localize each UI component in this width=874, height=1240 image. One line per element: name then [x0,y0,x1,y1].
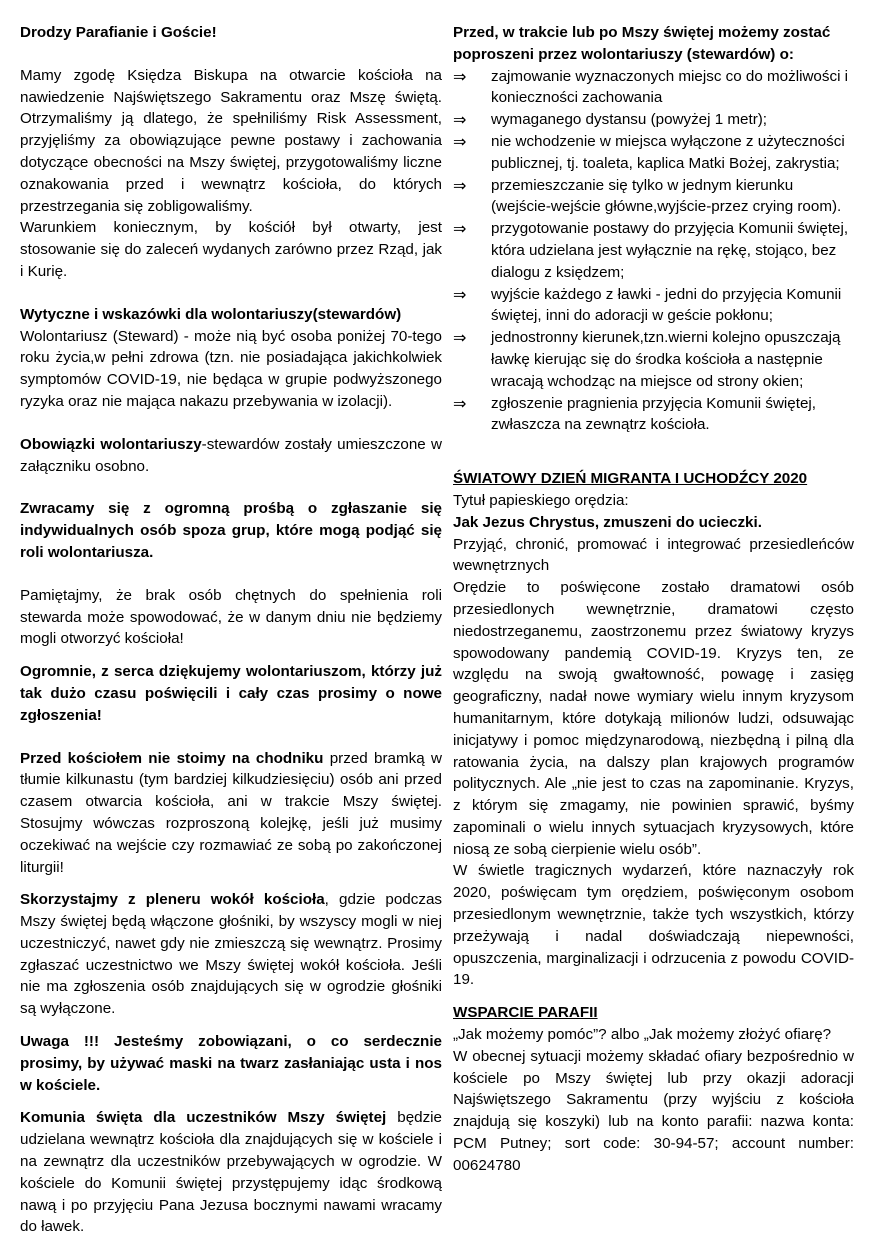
list-item-text: przygotowanie postawy do przyjęcia Komunii świętej, która udzielana jest wyłącznie na rękę, stojąco, bez dialogu z księdzem; [491,220,849,281]
arrow-icon: ⇒ [453,219,467,239]
message-label: Tytuł papieskiego orędzia: [453,491,629,509]
outdoor-rest: , gdzie podczas Mszy świętej będą włączone głośniki, by wszyscy mogli w niej uczestniczyć, nawet gdy nie zmieszczą się wewnątrz. Prosimy zgłaszać uczestnictwo we Mszy świętej wokół kościoła. Jeśli nie ma zgłoszenia osób znajdujących się w ogrodzie głośniki są wyłączone. [20,891,442,1018]
message-subtitle: Przyjąć, chronić, promować i integrować przesiedleńców wewnętrznych [453,535,854,575]
message-title: Jak Jezus Chrystus, zmuszeni do ucieczki. [453,513,762,531]
stewards-heading: Przed, w trakcie lub po Mszy świętej możemy zostać poproszeni przez wolontariuszy (stewardów) o: [453,24,831,63]
outdoor-bold: Skorzystajmy z pleneru wokół kościoła [20,891,325,909]
arrow-icon: ⇒ [453,328,467,348]
duties-bold: Obowiązki wolontariuszy [20,435,202,453]
list-item-text: jednostronny kierunek,tzn.wierni kolejno opuszczają ławkę kierując się do środka kościoła a następnie wracają wchodząc na miejsce od strony okien; [491,329,841,390]
list-item [453,393,854,437]
list-item-text: nie wchodzenie w miejsca wyłączone z użyteczności publicznej, tj. toaleta, kaplica Matki Bożej, zakrystia; [491,132,845,172]
list-item-text: przemieszczanie się tylko w jednym kierunku (wejście-wejście główne,wyjście-przez crying room). [491,176,842,216]
guidelines-paragraph: Wolontariusz (Steward) - może nią być osoba poniżej 70-tego roku życia,w pełni zdrowa (tzn. nie posiadająca jakichkolwiek symptomów COVID-19, nie będąca w grupie podwyższonego ryzyka oraz nie mająca nakazu przebywania w izolacji). [20,327,442,410]
duties-paragraph [20,434,442,478]
remember-paragraph: Pamiętajmy, że brak osób chętnych do spełnienia roli stewarda może spowodować, że w danym dniu nie będziemy mogli otworzyć kościoła! [20,586,442,648]
thanks-paragraph: Ogromnie, z serca dziękujemy wolontariuszom, którzy już tak dużo czasu poświęcili i cały czas prosimy o nowe zgłoszenia! [20,663,442,724]
list-item-text: wyjście każdego z ławki - jedni do przyjęcia Komunii świętej, inni do adoracji w geście pokłonu; [491,285,842,325]
list-item [453,175,854,219]
communion-bold: Komunia święta dla uczestników Mszy świętej [20,1109,387,1127]
duties-rest: -stewardów zostały umieszczone w załączniku osobno. [20,435,442,475]
support-question: „Jak możemy pomóc”? albo „Jak możemy złożyć ofiarę? [453,1026,832,1044]
arrow-icon: ⇒ [453,393,467,413]
arrow-icon: ⇒ [453,175,467,195]
arrow-icon: ⇒ [453,110,467,130]
list-item [453,109,854,131]
list-item [453,218,854,283]
right-column [453,22,854,1177]
list-item-text: wymaganego dystansu (powyżej 1 metr); [491,111,768,129]
sidewalk-bold: Przed kościołem nie stoimy na chodniku [20,749,324,767]
arrow-icon: ⇒ [453,284,467,304]
communion-rest: będzie udzielana wewnątrz kościoła dla znajdujących się w kościele i na zewnątrz dla uczestników przebywających w ogrodzie. W kościele do Komunii świętej przystępujemy idąc środkową nawą i po przyjęciu Pana Jezusa bocznymi nawami wracamy do ławek. [20,1109,443,1236]
intro-paragraph: Mamy zgodę Księdza Biskupa na otwarcie kościoła na nawiedzenie Najświętszego Sakramentu oraz Mszę świętą. Otrzymaliśmy ją dlatego, że spełniliśmy Risk Assessment, przyjęliśmy za obowiązujące pewne postawy i zachowania dotyczące obecności na Mszy świętej, przygotowaliśmy liczne oznakowania przed i wewnątrz kościoła, do których przestrzegania się zobligowaliśmy. [20,66,442,215]
list-item [453,66,854,110]
list-item-text: zgłoszenie pragnienia przyjęcia Komunii świętej, zwłaszcza na zewnątrz kościoła. [491,394,817,434]
arrow-icon: ⇒ [453,66,467,86]
arrow-icon: ⇒ [453,131,467,151]
sidewalk-paragraph [20,748,442,879]
support-paragraph: W obecnej sytuacji możemy składać ofiary bezpośrednio w kościele po Mszy świętej lub przy okazji adoracji Najświętszego Sakramentu (przy wyjściu z kościoła znajdują się koszyki) lub na konto parafii: nazwa konta: PCM Putney; sort code: 30-94-57; account number: 00624780 [453,1047,854,1174]
masks-paragraph: Uwaga !!! Jesteśmy zobowiązani, o co serdecznie prosimy, by używać maski na twarz zasłaniając usta i nos w kościele. [20,1033,442,1094]
list-item [453,131,854,175]
parish-support-heading: WSPARCIE PARAFII [453,1004,598,1022]
greeting-heading: Drodzy Parafianie i Goście! [20,24,217,41]
sidewalk-rest: przed bramką w tłumie kilkunastu (tym bardziej kilkudziesięciu) osób ani przed czasem otwarcia kościoła, ani w trakcie Mszy świętej. Stosujmy wówczas rozproszoną kolejkę, jeśli już musimy oczekiwać na wejście czy rozmawiać ze sobą po zakończonej liturgii! [20,749,442,876]
condition-paragraph: Warunkiem koniecznym, by kościół był otwarty, jest stosowanie się do zaleceń wydanych zarówno przez Rząd, jak i Kurię. [20,219,442,280]
communion-paragraph [20,1107,442,1238]
outdoor-paragraph [20,889,442,1020]
list-item-text: zajmowanie wyznaczonych miejsc co do możliwości i konieczności zachowania [491,67,849,107]
list-item [453,284,854,328]
message-paragraph-2: W świetle tragicznych wydarzeń, które naznaczyły rok 2020, poświęcam tym orędziem, poświęconym osobom przesiedlonym wewnętrznie, także tych wszystkich, którzy przeżywają i nadal doświadczają niepewności, opuszczenia, marginalizacji i odrzucenia z powodu COVID-19. [453,862,854,989]
message-paragraph-1: Orędzie to poświęcone zostało dramatowi osób przesiedlonych wewnętrznie, dramatowi często niedostrzeganemu, zaostrzonemu przez światowy kryzys spowodowany pandemią COVID-19. Kryzys ten, ze względu na swoją gwałtowność, powagę i zasięg geograficzny, nadał nowe wymiary wielu innym kryzysom humanitarnym, które dotykają milionów ludzi, odsuwając inicjatywy i pomoc międzynarodową, niezbędną i pilną dla ratowania życia, na dalszy plan krajowych programów politycznych. Ale „nie jest to czas na zapominanie. Kryzys, z którym się zmagamy, nie powinien sprawić, byśmy zapominali o wielu innych sytuacjach kryzysowych, które niosą ze sobą cierpienie wielu osób”. [453,579,854,858]
appeal-paragraph: Zwracamy się z ogromną prośbą o zgłaszanie się indywidualnych osób spoza grup, które mogą podjąć się roli wolontariusza. [20,500,442,561]
list-item [453,327,854,392]
left-column [20,22,442,1238]
guidelines-heading: Wytyczne i wskazówki dla wolontariuszy(stewardów) [20,305,402,323]
stewards-request-list [453,66,854,437]
migrant-day-heading: ŚWIATOWY DZIEŃ MIGRANTA I UCHODŹCY 2020 [453,470,808,488]
